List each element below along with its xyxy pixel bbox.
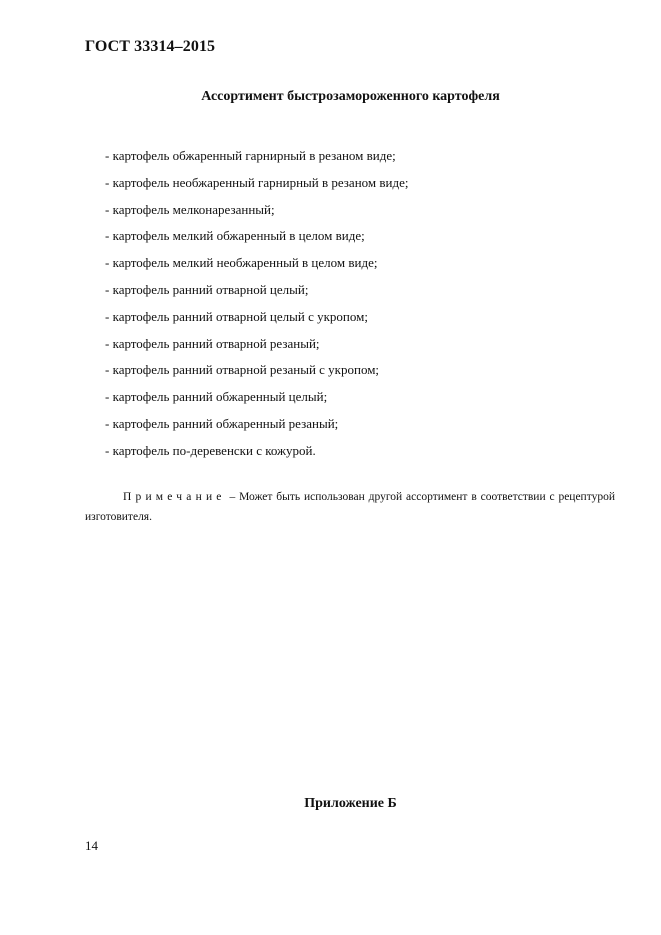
list-item: - картофель мелконарезанный; [105, 201, 275, 217]
page-number: 14 [85, 838, 98, 853]
list-item: - картофель ранний отварной резаный; [105, 335, 320, 351]
section-title: Ассортимент быстрозамороженного картофеля [201, 89, 500, 104]
list-item: - картофель ранний отварной резаный с укропом; [105, 362, 380, 378]
appendix-heading: Приложение Б [304, 796, 397, 811]
standard-code-header: ГОСТ 33314–2015 [85, 38, 216, 55]
note-paragraph [85, 487, 615, 527]
note-text: – Может быть использован другой ассортимент в соответствии с рецептурой изготовителя. [85, 491, 615, 523]
note-label: Примечание [123, 491, 226, 503]
list-item: - картофель ранний обжаренный резаный; [105, 415, 339, 431]
list-item: - картофель по-деревенски с кожурой. [105, 442, 316, 458]
list-item: - картофель обжаренный гарнирный в резаном виде; [105, 148, 396, 163]
list-item: - картофель мелкий необжаренный в целом виде; [105, 255, 378, 271]
list-item: - картофель ранний отварной целый с укропом; [105, 308, 368, 324]
list-item: - картофель мелкий обжаренный в целом виде; [105, 228, 365, 244]
list-item: - картофель ранний отварной целый; [105, 281, 309, 297]
list-item: - картофель необжаренный гарнирный в резаном виде; [105, 174, 409, 190]
list-item: - картофель ранний обжаренный целый; [105, 389, 328, 405]
assortment-list [105, 143, 408, 465]
